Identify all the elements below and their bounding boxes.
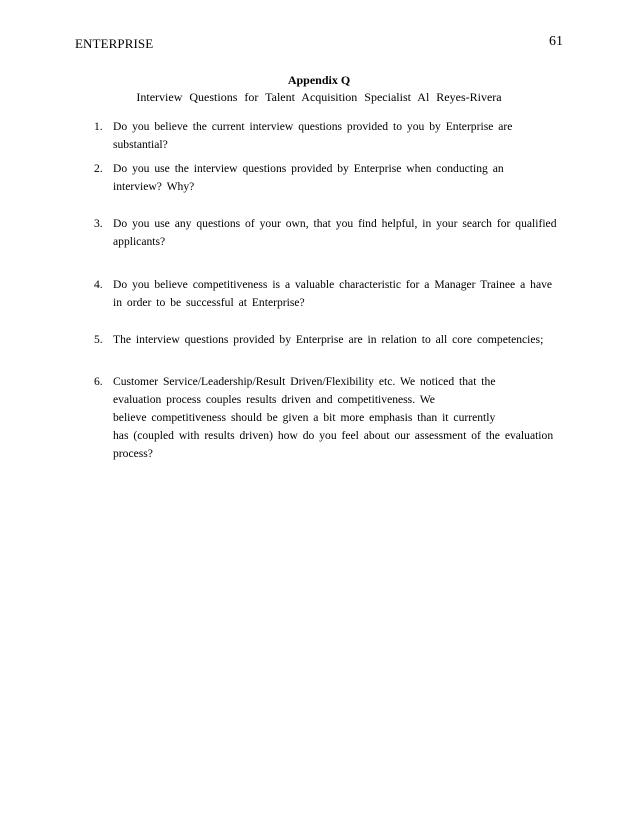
question-text <box>113 276 564 312</box>
question-item <box>94 276 564 312</box>
question-line: Customer Service/Leadership/Result Driven/Flexibility etc. We noticed that the <box>113 375 496 388</box>
question-number: 6. <box>94 375 103 388</box>
question-line: Do you believe competitiveness is a valuable characteristic for a Manager Trainee a have <box>113 278 553 291</box>
question-line: in order to be successful at Enterprise? <box>113 296 305 309</box>
question-number: 3. <box>94 217 103 230</box>
question-text <box>113 331 564 349</box>
question-line: evaluation process couples results driven and competitiveness. We <box>113 393 435 406</box>
question-number: 1. <box>94 120 103 133</box>
appendix-subtitle: Interview Questions for Talent Acquisition Specialist Al Reyes-Rivera <box>136 90 502 104</box>
page-number: 61 <box>549 34 563 49</box>
running-head: ENTERPRISE <box>75 36 154 51</box>
question-line: interview? Why? <box>113 180 195 193</box>
question-line: believe competitiveness should be given a bit more emphasis than it currently <box>113 411 496 424</box>
question-text <box>113 118 564 154</box>
question-text <box>113 373 564 463</box>
question-line: The interview questions provided by Enterprise are in relation to all core competencies; <box>113 333 544 346</box>
question-line: Do you use the interview questions provided by Enterprise when conducting an <box>113 162 504 175</box>
question-number: 5. <box>94 333 103 346</box>
question-line: substantial? <box>113 138 168 151</box>
appendix-title: Appendix Q <box>287 73 351 87</box>
question-line: Do you believe the current interview questions provided to you by Enterprise are <box>113 120 513 133</box>
question-item <box>94 160 564 196</box>
question-line: Do you use any questions of your own, that you find helpful, in your search for qualified <box>113 217 557 230</box>
question-number: 4. <box>94 278 103 291</box>
question-line: has (coupled with results driven) how do you feel about our assessment of the evaluation <box>113 429 554 442</box>
question-text <box>113 215 564 251</box>
question-item <box>94 215 564 251</box>
question-line: applicants? <box>113 235 166 248</box>
question-number: 2. <box>94 162 103 175</box>
question-text <box>113 160 564 196</box>
question-item <box>94 118 564 154</box>
question-item <box>94 373 564 463</box>
question-line: process? <box>113 447 153 460</box>
question-item <box>94 331 564 349</box>
